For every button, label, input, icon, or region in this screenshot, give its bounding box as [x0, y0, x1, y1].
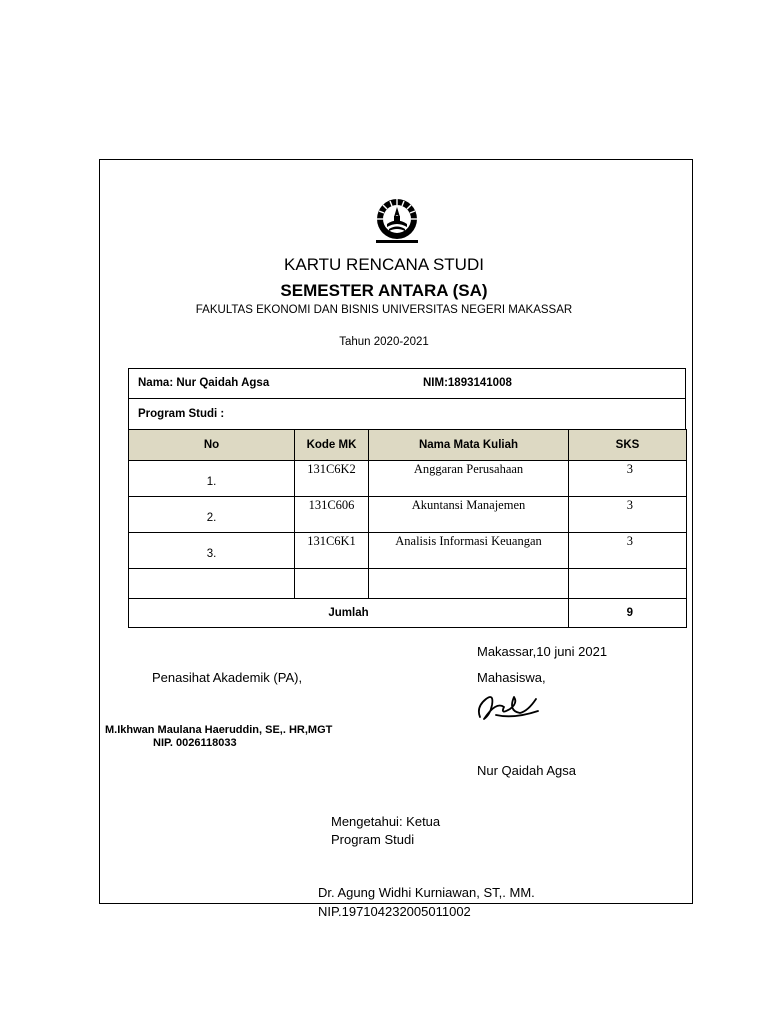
course-table — [128, 429, 687, 628]
university-logo-icon — [370, 197, 424, 247]
student-signature-name: Nur Qaidah Agsa — [477, 763, 577, 778]
document-title: KARTU RENCANA STUDI — [284, 255, 484, 274]
table-row — [129, 497, 687, 533]
row-no: 3. — [129, 533, 295, 569]
column-header-code: Kode MK — [295, 430, 369, 461]
row-no — [129, 569, 295, 599]
row-code: 131C6K2 — [295, 461, 369, 497]
row-code: 131C6K1 — [295, 533, 369, 569]
advisor-role: Penasihat Akademik (PA), — [152, 670, 303, 685]
row-course-name — [369, 569, 569, 599]
advisor-nip: NIP. 0026118033 — [153, 737, 237, 749]
table-header-row — [129, 430, 687, 461]
student-name: Nama: Nur Qaidah Agsa — [138, 377, 270, 389]
table-row — [129, 533, 687, 569]
student-info-row — [128, 368, 686, 399]
faculty-name: FAKULTAS EKONOMI DAN BISNIS UNIVERSITAS NEGERI MAKASSAR — [195, 304, 573, 316]
place-date: Makassar,10 juni 2021 — [477, 644, 608, 659]
total-label: Jumlah — [129, 599, 569, 628]
total-row — [129, 599, 687, 628]
program-label: Program Studi : — [138, 408, 225, 420]
academic-year: Tahun 2020-2021 — [339, 336, 429, 348]
knowing-line-2: Program Studi — [331, 832, 415, 847]
column-header-no: No — [129, 430, 295, 461]
total-value: 9 — [569, 599, 687, 628]
knowing-line-1: Mengetahui: Ketua — [331, 814, 441, 829]
advisor-name: M.Ikhwan Maulana Haeruddin, SE,. HR,MGT — [105, 724, 333, 736]
row-course-name: Analisis Informasi Keuangan — [369, 533, 569, 569]
row-no: 2. — [129, 497, 295, 533]
student-role: Mahasiswa, — [477, 670, 546, 685]
row-code: 131C606 — [295, 497, 369, 533]
row-sks: 3 — [569, 497, 687, 533]
row-no: 1. — [129, 461, 295, 497]
table-row — [129, 461, 687, 497]
student-signature-icon — [474, 689, 542, 725]
program-head-name: Dr. Agung Widhi Kurniawan, ST,. MM. — [318, 885, 535, 900]
row-code — [295, 569, 369, 599]
column-header-course-name: Nama Mata Kuliah — [369, 430, 569, 461]
row-sks — [569, 569, 687, 599]
column-header-sks: SKS — [569, 430, 687, 461]
row-sks: 3 — [569, 533, 687, 569]
document-subtitle: SEMESTER ANTARA (SA) — [280, 281, 488, 300]
row-course-name: Akuntansi Manajemen — [369, 497, 569, 533]
row-course-name: Anggaran Perusahaan — [369, 461, 569, 497]
row-sks: 3 — [569, 461, 687, 497]
program-head-nip: NIP.197104232005011002 — [318, 904, 471, 919]
table-row — [129, 569, 687, 599]
student-nim: NIM:1893141008 — [423, 377, 512, 389]
program-row — [128, 398, 686, 430]
